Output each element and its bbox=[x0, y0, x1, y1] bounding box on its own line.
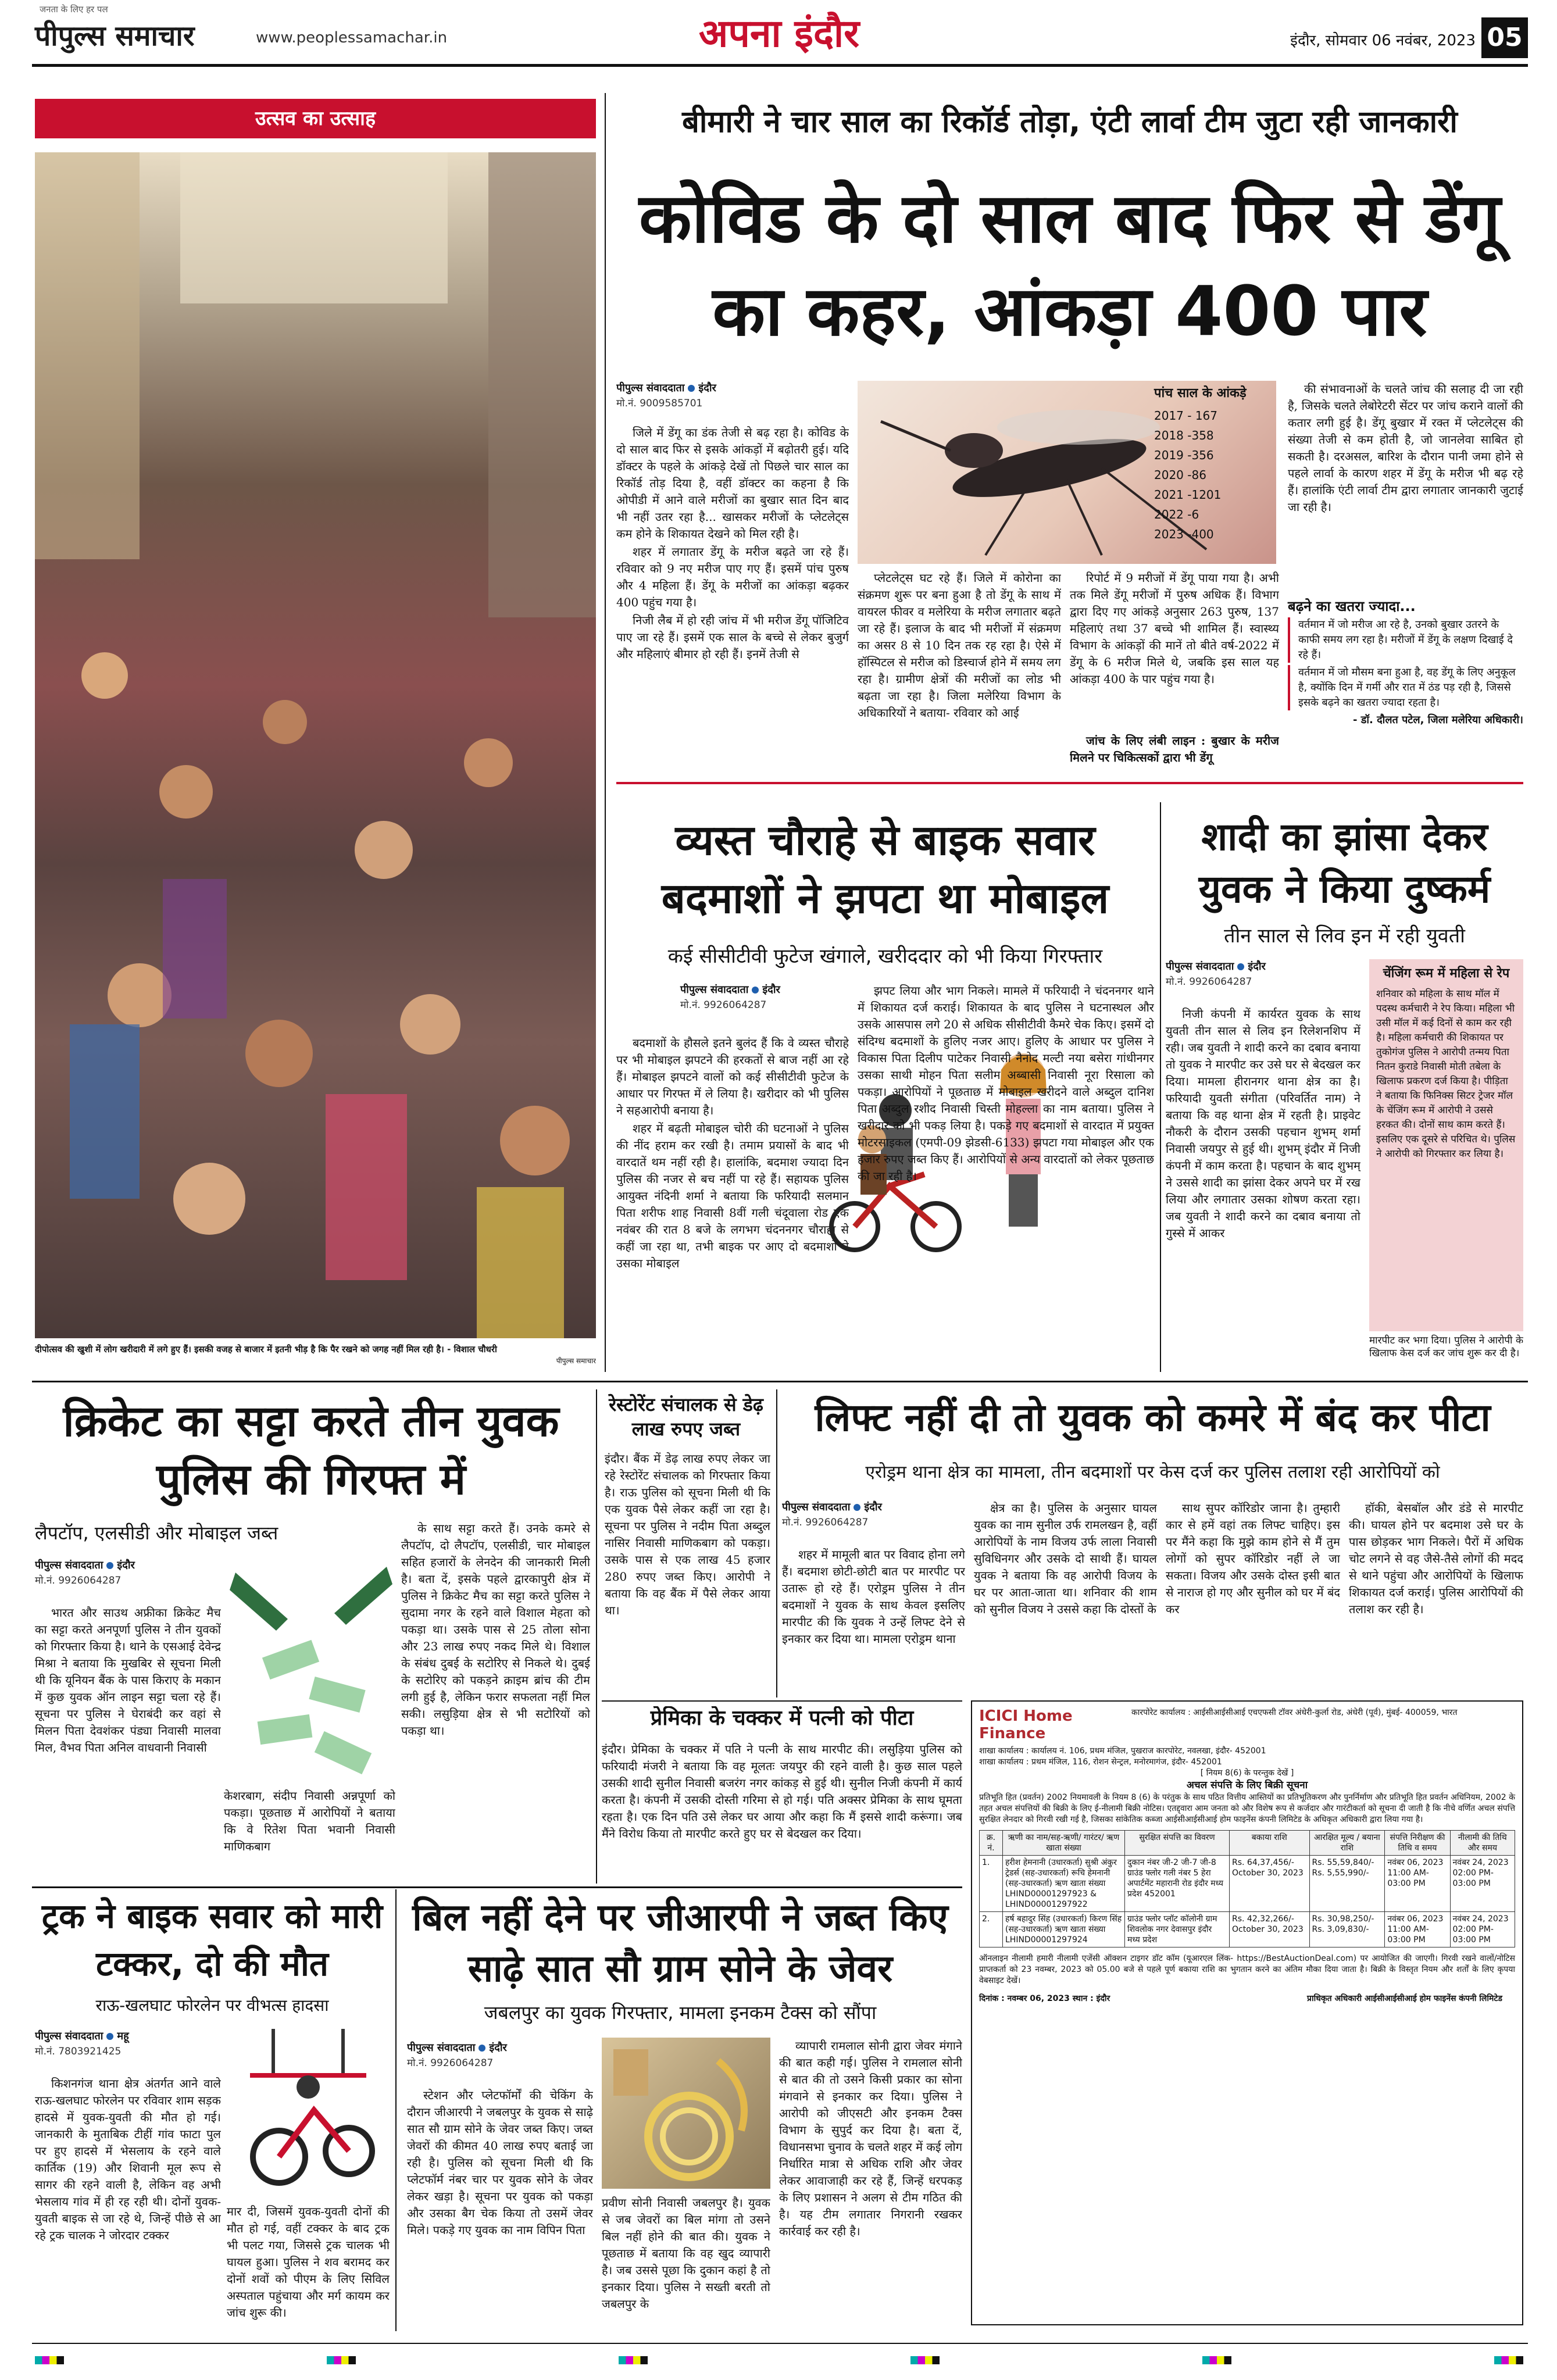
cricket-col1-text: भारत और साउथ अफ्रीका क्रिकेट मैच का सट्टा करते अनपूर्णा पुलिस ने तीन युवकों को गिरफ्तार किया है। थाने के एसआई देवेन्द्र मिश्रा ने बताया कि मुखबिर से सूचना मिली थी कि यूनियन बैंक के पास किराए के मकान में कुछ युवक ऑन लाइन सट्टा चला रहे हैं। सूचना पर पुलिस ने घेराबंदी कर वहां से मिलन पिता देवशंकर पंड्या निवासी मालवा मिल, वैभव पिता अनिल वाधवानी निवासी bbox=[35, 1606, 221, 1754]
truck-col1-text: किशनगंज थाना क्षेत्र अंतर्गत आने वाले राऊ-खलघाट फोरलेन पर रविवार शाम सड़क हादसे में युवक-युवती की मौत हो गई। जानकारी के मुताबिक टीहीं गांव फाटा पुल पर हुए हादसे में भेसलाय के रहने वाले कार्तिक (19) और शिवानी मूल रूप से सागर की रहने वाली है, लेकिन वह अभी भेसलाय गांव में ही रह रही थी। दोनों युवक-युवती बाइक से जा रहे थे, जिन्हें पीछे से आ रहे ट्रक चालक ने जोरदार टक्कर bbox=[35, 2077, 221, 2242]
vertical-divider bbox=[605, 93, 606, 1372]
cricket-col2-text: के साथ सट्टा करते हैं। उनके कमरे से लैपटॉप, दो लैपटॉप, एलसीडी, चार मोबाइल सहित हजारों के लेनदेन की जानकारी मिली है। बता दें, इसके पहले द्वारकापुरी क्षेत्र में पुलिस ने क्रिकेट मैच का सट्टा करते पुलिस ने सुदामा नगर के रहने वाले विशाल मेहता को पकड़ा था। उसके पास से 25 तोला सोना और 23 लाख रुपए नकद मिले थे। विशाल के संबंध दुबई के सटोरिए से निकले थे। दुबई के सटोरिए को पकड़ने क्राइम ब्रांच की टीम लगी हुई है, लेकिन फरार सफलता नहीं मिल सकी। लसुड़िया क्षेत्र से भी सटोरियों को पकड़ा था। bbox=[401, 1521, 590, 1738]
reg-mark-icon bbox=[1202, 2356, 1231, 2364]
reg-mark-icon bbox=[35, 2356, 64, 2364]
risk-box-item-2: वर्तमान में जो मौसम बना हुआ है, वह डेंगू के लिए अनुकूल है, क्योंकि दिन में गर्मी और रात में ठंड पड़ रही है, जिससे इसके बढ़ने का खतरा ज्यादा रहता है। bbox=[1288, 665, 1523, 710]
lift-column-1 bbox=[782, 1546, 965, 1698]
dengue-headline: कोविड के दो साल बाद फिर से डेंगू का कहर, आंकड़ा 400 पार bbox=[639, 178, 1501, 351]
mid-rule bbox=[32, 1381, 1528, 1382]
table-row bbox=[980, 1856, 1515, 1912]
header-outstanding: बकाया राशि bbox=[1230, 1831, 1310, 1856]
jewellery-hands-icon bbox=[602, 2038, 770, 2189]
dengue-bottom-rule bbox=[616, 782, 1523, 784]
marriage-subhead: तीन साल से लिव इन में रही युवती bbox=[1224, 924, 1465, 948]
lover-rule bbox=[602, 1700, 962, 1702]
table-cell: हरीश हेमनानी (उधारकर्ता) सुश्री अंकुर ट्रेडर्स (सह-उधारकर्ता) रूचि हेमनानी (सह-उधारकर्ता) ऋण खाता संख्या LHIND00001297923 & LHIND00001297922 bbox=[1003, 1856, 1125, 1912]
risk-box-quote: - डॉ. दौलत पटेल, जिला मलेरिया अधिकारी। bbox=[1352, 714, 1523, 726]
stats-2017: 2017 - 167 bbox=[1154, 409, 1218, 423]
header-borrower: ऋणी का नाम/सह-ऋणी/ गारंटर/ ऋण खाता संख्या bbox=[1003, 1831, 1125, 1856]
section-title: अपना इंदौर bbox=[698, 11, 860, 56]
dengue-col3-text: रिपोर्ट में 9 मरीजों में डेंगू पाया गया है। अभी तक मिले डेंगू मरीजों में पुरुष अधिक हैं। विभाग द्वारा दिए गए आंकड़े अनुसार 263 पुरुष, 137 महिलाएं तथा 37 बच्चे भी शामिल हैं। स्वास्थ्य विभाग के आंकड़ों की मानें तो बीते वर्ष-2022 में डेंगू के 6 मरीज मिले थे, जबकि इस साल यह आंकड़ा 400 के पार पहुंच गया है। bbox=[1070, 571, 1279, 686]
notice-place-date: दिनांक : नवम्बर 06, 2023 स्थान : इंदौर bbox=[979, 1994, 1110, 2003]
lift-byline bbox=[782, 1500, 974, 1530]
auction-table bbox=[979, 1830, 1515, 1947]
byline-city: इंदौर bbox=[117, 1559, 135, 1571]
accident-icon bbox=[227, 2023, 390, 2197]
notice-branch-1: शाखा कार्यालय : कार्यालय नं. 106, प्रथम मंजिल, पुखराज कारपोरेट, नवलखा, इंदौर- 452001 bbox=[979, 1746, 1266, 1756]
byline-mobile: मो.नं. 9926064287 bbox=[35, 1575, 122, 1586]
gold-column-2 bbox=[602, 2195, 770, 2331]
lift-column-3 bbox=[1166, 1500, 1340, 1698]
lift-col1-text: शहर में मामूली बात पर विवाद होना लगे हैं। बदमाश छोटी-छोटी बात पर मारपीट पर उतारू हो रहे हैं। एरोड्रम पुलिस ने तीन बदमाशों ने युवक के साथ केवल इसलिए मारपीट की कि युवक ने उन्हें लिफ्ट देने से इनकार कर दिया था। मामला एरोड्रम थाना bbox=[782, 1548, 965, 1646]
lover-body: इंदौर। प्रेमिका के चक्कर में पति ने पत्नी के साथ मारपीट की। लसुड़िया पुलिस को फरियादी मंजरी ने बताया कि वह मूलतः जयपुर की रहने वाली है। कुछ साल पहले उसकी शादी सुनील निवासी बजरंग नगर कांकड़ से हुई थी। सुनील निजी कंपनी में कार्य करता है। कंपनी में उसकी दोस्ती गरिमा से हो गई। पति अक्सर प्रेमिका के साथ घूमता रहता है। एक दिन पति उसे लेकर घर आया और कहा कि मैं इससे शादी करूंगा। जब मैंने विरोध किया तो मारपीट करते हुए घर से बेदखल कर दिया। bbox=[602, 1742, 962, 1841]
byline-mobile: मो.नं. 9009585701 bbox=[616, 398, 703, 409]
dengue-byline bbox=[616, 381, 849, 411]
header-auction: नीलामी की तिथि और समय bbox=[1450, 1831, 1515, 1856]
changing-room-box bbox=[1369, 959, 1523, 1331]
resto-headline: रेस्टोरेंट संचालक से डेढ़ लाख रुपए जब्त bbox=[609, 1393, 763, 1440]
money-hands-icon bbox=[224, 1549, 395, 1782]
truck-col2-text: मार दी, जिसमें युवक-युवती दोनों की मौत हो गई, वहीं टक्कर के बाद ट्रक भी पलट गया, जिससे ट्रक चालक भी घायल हुआ। पुलिस ने शव बरामद कर दोनों शवों को पीएम के लिए सिविल अस्पताल पहुंचाया और मर्ग कायम कर जांच शुरू की। bbox=[227, 2204, 390, 2320]
dengue-col1-p1: जिले में डेंगू का डंक तेजी से बढ़ रहा है। कोविड के दो साल बाद फिर से इसके आंकड़ों में बढ़ोतरी हुई। यदि डॉक्टर के पहले के आंकड़े देखें तो पिछले चार साल का रिकॉर्ड तोड़ दिया है, वहीं डॉक्टर का कहना है कि ओपीडी में आने वाले मरीजों का बुखार सात दिन बाद भी नहीं उतर रहा है... खासकर मरीजों के प्लेटलेट्स कम होने के शिकायत देखने को मिल रही है। bbox=[616, 426, 849, 541]
stats-2019: 2019 -356 bbox=[1154, 448, 1214, 462]
byline-city: इंदौर bbox=[489, 2042, 507, 2054]
byline-dot-icon bbox=[752, 987, 759, 994]
byline-mobile: मो.नं. 9926064287 bbox=[1166, 976, 1252, 988]
page-number: 05 bbox=[1481, 17, 1528, 58]
dengue-col4-text: की संभावनाओं के चलते जांच की सलाह दी जा रही है, जिसके चलते लेबोरेटरी सेंटर पर जांच कराने वालों की कतार लगी हुई है। डेंगू बुखार में रक्त में प्लेटलेट्स की संख्या तेजी से कम होती है, जो जानलेवा साबित हो सकती है। दरअसल, बारिश के दौरान पानी जमा होने से पहले लार्वा के कारण शहर में डेंगू के मरीज भी बढ़ रहे हैं। हालांकि एंटी लार्वा टीम द्वारा लगातार जानकारी जुटाई जा रही है। bbox=[1288, 382, 1523, 514]
byline-city: इंदौर bbox=[762, 984, 780, 996]
byline-dot-icon bbox=[854, 1504, 860, 1511]
byline-dot-icon bbox=[106, 1562, 113, 1569]
cricket-column-1b bbox=[224, 1788, 395, 1881]
bike-subhead: कई सीसीटीवी फुटेज खंगाले, खरीददार को भी किया गिरफ्तार bbox=[667, 945, 1103, 968]
header-rule bbox=[32, 64, 1528, 67]
reg-mark-icon bbox=[910, 2356, 940, 2364]
changing-room-text: शनिवार को महिला के साथ मॉल में पदस्थ कर्मचारी ने रेप किया। महिला भी उसी मॉल में कई दिनों से काम कर रही है। महिला कर्मचारी की शिकायत पर तुकोगंज पुलिस ने आरोपी तन्मय पिता नितन कुराडे निवासी मोती तबेला के खिलाफ प्रकरण दर्ज किया है। पीड़िता ने बताया कि फिनिक्स सिटर ट्रेजर मॉल के चेंजिंग रूम में आरोपी ने उससे हरकत की। दोनों साथ काम करते हैं। इसलिए एक दूसरे से परिचित थे। पुलिस ने आरोपी को गिरफ्तार कर लिया है। bbox=[1376, 988, 1516, 1160]
risk-box-item-1: वर्तमान में जो मरीज आ रहे है, उनको बुखार उतरने के काफी समय लग रहा है। मरीजों में डेंगू के लक्षण दिखाई दे रहे हैं। bbox=[1288, 617, 1523, 663]
notice-signoff bbox=[979, 1993, 1515, 2004]
byline-author: पीपुल्स संवाददाता bbox=[35, 1559, 103, 1571]
truck-subhead: राऊ-खलघाट फोरलेन पर वीभत्स हादसा bbox=[95, 1996, 329, 2015]
cricket-col1b-text: केशरबाग, संदीप निवासी अन्नपूर्णा को पकड़ा। पूछताछ में आरोपियों ने बताया कि वे रितेश पिता भवानी निवासी माणिकबाग bbox=[224, 1789, 395, 1853]
logo[interactable]: पीपुल्स समाचार bbox=[35, 20, 195, 52]
byline-author: पीपुल्स संवाददाता bbox=[782, 1501, 851, 1513]
gold-col3-text: व्यापारी रामलाल सोनी द्वारा जेवर मंगाने की बात कही गई। पुलिस ने रामलाल सोनी से बात की तो उसने किसी प्रकार का सोना मंगवाने से इनकार कर दिया। पुलिस ने आरोपी को जीएसटी और इनकम टैक्स विभाग के सुपुर्द कर दिया है। बता दें, विधानसभा चुनाव के चलते शहर में कई लोग निर्धारित मात्रा से अधिक राशि और जेवर लेकर आवाजाही कर रहे हैं, जिन्हें धरपकड़ के लिए प्रशासन ने अलग से टीम गठित की है। यह टीम लगातार निगरानी रखकर कार्रवाई कर रही है। bbox=[779, 2039, 962, 2238]
festival-caption: दीपोत्सव की खुशी में लोग खरीदारी में लगे हुए हैं। इसकी वजह से बाजार में इतनी भीड़ है कि पैर रखने को जगह नहीं मिल रही है। - विशाल चौधरी bbox=[35, 1344, 497, 1355]
header-reserve: आरक्षित मूल्य / बयाना राशि bbox=[1309, 1831, 1385, 1856]
table-cell: नवंबर 24, 2023 02:00 PM- 03:00 PM bbox=[1450, 1856, 1515, 1912]
stats-2021: 2021 -1201 bbox=[1154, 488, 1222, 502]
byline-mobile: मो.नं. 9926064287 bbox=[407, 2057, 494, 2069]
table-cell: 2. bbox=[980, 1912, 1003, 1947]
notice-officer: प्राधिकृत अधिकारी आईसीआईसीआई होम फाइनेंस कंपनी लिमिटेड bbox=[1307, 1994, 1502, 2003]
cricket-headline: क्रिकेट का सट्टा करते तीन युवक पुलिस की गिरफ्त में bbox=[63, 1396, 559, 1505]
byline-author: पीपुल्स संवाददाता bbox=[407, 2042, 476, 2054]
byline-author: पीपुल्स संवाददाता bbox=[616, 382, 685, 394]
gold-subhead: जबलपुर का युवक गिरफ्तार, मामला इनकम टैक्स को सौंपा bbox=[484, 2002, 877, 2024]
table-cell: 1. bbox=[980, 1856, 1003, 1912]
dengue-kicker: बीमारी ने चार साल का रिकॉर्ड तोड़ा, एंटी लार्वा टीम जुटा रही जानकारी bbox=[682, 105, 1458, 140]
registration-strip bbox=[35, 2353, 1523, 2367]
lift-col3-text: साथ सुपर कॉरिडोर जाना है। तुम्हारी कार से हमें वहां तक लिफ्ट चाहिए। इस पर मैंने कहा कि मुझे काम होने से मैं तुम लोगों को सुपर कॉरिडोर नहीं ले जा सकता। विजय और उसके दोस्त इसी बात से नाराज हो गए और सुनील को घर में बंद कर bbox=[1166, 1501, 1340, 1616]
bike-col2-text: झपट लिया और भाग निकले। मामले में फरियादी ने चंदननगर थाने में शिकायत दर्ज कराई। शिकायत के बाद पुलिस ने घटनास्थल और उसके आसपास लगे 20 से अधिक सीसीटीवी कैमरे चेक किए। इसमें दो संदिग्ध बदमाशों के हुलिए नजर आए। हुलिए के आधार पर पुलिस ने विकास पिता दिलीप पाटेकर निवासी नैनोद मल्टी नया बसेरा गांधीनगर उसका साथी मोहन पिता सलीम अब्बासी निवासी नूरा रिसाला को पकड़ा। आरोपियों ने पूछताछ में मोबाइल खरीदने वाले अब्दुल दानिश पिता अब्दुल रशीद निवासी चिस्ती मोहल्ला का नाम बताया। पुलिस ने खरीदार को भी पकड़ लिया है। पकड़े गए बदमाशों से वारदात में प्रयुक्त मोटरसाइकल (एमपी-09 झेडसी-6133) झपटा गया मोबाइल और एक हजार रुपए जब्त किए हैं। आरोपियों से अन्य वारदातों को लेकर पूछताछ की जा रही है। bbox=[858, 984, 1154, 1183]
marriage-col1-text: निजी कंपनी में कार्यरत युवक के साथ युवती तीन साल से लिव इन रिलेशनशिप में रही। जब युवती ने शादी करने का दबाव बनाया तो युवक ने मारपीट कर उसे घर से बेदखल कर दिया। मामला हीरानगर थाना क्षेत्र का है। फरियादी युवती संगीता (परिवर्तित नाम) ने बताया कि वह थाना क्षेत्र में रहती है। प्राइवेट नौकरी के दौरान उसकी पहचान शुभम् शर्मा निवासी जयपुर से हुई थी। शुभम् इंदौर में निजी कंपनी में काम करता है। पहचान के बाद शुभम् ने उससे शादी का झांसा देकर अपने घर में रख लिया और लगातार उसका शोषण करता रहा। जब युवती ने शादी करने का दबाव बनाया तो गुस्से में आकर bbox=[1166, 1007, 1360, 1240]
byline-city: महू bbox=[117, 2030, 129, 2042]
notice-footer: ऑनलाइन नीलामी हमारी नीलामी एजेंसी ऑक्शन टाइगर डॉट कॉम (यूआरएल लिंक- https://BestAuctionDeal.com) पर आयोजित की जाएगी। गिरवी रखने वालों/नोटिस प्राप्तकर्ता को 23 नवम्बर, 2023 को 05.00 बजे से पहले पूर्ण बकाया राशि का भुगतान करने का अंतिम मौका दिया जाता है। बिक्री के विस्तृत नियम और शर्तों के लिए कृपया वेबसाइट देखें। bbox=[979, 1954, 1515, 1985]
table-cell: ग्राउंड फ्लोर प्लॉट कॉलोनी ग्राम शिवलोक नगर देवासपुर इंदौर मध्य प्रदेश bbox=[1125, 1912, 1230, 1947]
bike-headline: व्यस्त चौराहे से बाइक सवार बदमाशों ने झपटा था मोबाइल bbox=[661, 816, 1109, 923]
gold-byline bbox=[407, 2040, 599, 2071]
site-url[interactable]: www.peoplessamachar.in bbox=[256, 29, 448, 47]
byline-mobile: मो.नं. 9926064287 bbox=[680, 999, 767, 1011]
header-property: सुरक्षित संपत्ति का विवरण bbox=[1125, 1831, 1230, 1856]
gold-headline: बिल नहीं देने पर जीआरपी ने जब्त किए साढ़े सात सौ ग्राम सोने के जेवर bbox=[412, 1896, 948, 1991]
reg-mark-icon bbox=[1494, 2356, 1523, 2364]
byline-dot-icon bbox=[1237, 963, 1244, 970]
lift-headline: लिफ्ट नहीं दी तो युवक को कमरे में बंद कर पीटा bbox=[815, 1395, 1491, 1440]
marriage-divider bbox=[1160, 802, 1161, 1372]
stats-2018: 2018 -358 bbox=[1154, 428, 1214, 442]
notice-title: अचल संपत्ति के लिए बिक्री सूचना bbox=[1186, 1779, 1308, 1791]
icici-logo: ICICI Home Finance bbox=[979, 1707, 1073, 1742]
table-cell: हर्ष बहादुर सिंह (उधारकर्ता) किरण सिंह (सह-उधारकर्ता) ऋण खाता संख्या LHIND00001297924 bbox=[1003, 1912, 1125, 1947]
marriage-tail-text: मारपीट कर भगा दिया। पुलिस ने आरोपी के खिलाफ केस दर्ज कर जांच शुरू कर दी है। bbox=[1369, 1335, 1523, 1359]
lift-col4-text: हॉकी, बेसबॉल और डंडे से मारपीट की। घायल होने पर बदमाश उसे घर के पास छोड़कर भाग निकले। पैरों में अधिक चोट लगने से वह जैसे-तैसे लोगों की मदद से थाने पहुंचा और आरोपियों के खिलाफ शिकायत दर्ज कराई। पुलिस आरोपियों की तलाश कर रही है। bbox=[1349, 1501, 1523, 1616]
table-cell: नवंबर 06, 2023 11:00 AM- 03:00 PM bbox=[1385, 1912, 1450, 1947]
dengue-column-3-note bbox=[1070, 732, 1279, 773]
bottom-rule bbox=[32, 2343, 1528, 2344]
dengue-col3-note: जांच के लिए लंबी लाइन : बुखार के मरीज मिलने पर चिकित्सकों द्वारा भी डेंगू bbox=[1070, 734, 1279, 764]
notice-head bbox=[979, 1707, 1515, 1742]
gold-column-3 bbox=[779, 2038, 962, 2331]
accident-illustration bbox=[227, 2023, 390, 2197]
byline-city: इंदौर bbox=[864, 1501, 882, 1513]
resto-body: इंदौर। बैंक में डेढ़ लाख रुपए लेकर जा रहे रेस्टोरेंट संचालक को गिरफ्तार किया है। राऊ पुलिस को सूचना मिली थी कि एक युवक पैसे लेकर कहीं जा रहा है। सूचना पर पुलिस ने नदीम पिता अब्दुल नासिर निवासी माणिकबाग को पकड़ा। उसके पास से एक लाख 45 हजार 280 रुपए जब्त किए। आरोपी ने बताया कि वह बैंक में पैसे लेकर आया था। bbox=[605, 1452, 770, 1617]
truck-column-1 bbox=[35, 2075, 221, 2331]
dengue-col1-p2: शहर में लगातार डेंगू के मरीज बढ़ते जा रहे हैं। रविवार को 9 नए मरीज पाए गए हैं। इसमें पांच पुरुष और 4 महिला हैं। डेंगू के मरीजों का आंकड़ा बढ़कर 400 पहुंच गया है। bbox=[616, 545, 849, 609]
byline-mobile: मो.नं. 7803921425 bbox=[35, 2046, 122, 2057]
dengue-column-1 bbox=[616, 424, 849, 773]
lift-column-2 bbox=[974, 1500, 1157, 1698]
byline-author: पीपुल्स संवाददाता bbox=[1166, 960, 1234, 973]
truck-headline: ट्रक ने बाइक सवार को मारी टक्कर, दो की मौत bbox=[41, 1896, 383, 1984]
gold-col1-text: स्टेशन और प्लेटफॉर्मों की चेकिंग के दौरान जीआरपी ने जबलपुर के युवक से साढ़े सात सौ ग्राम सोने के जेवर जब्त किए। जब्त जेवरों की कीमत 40 लाख रुपए बताई जा रही है। पुलिस को सूचना मिली थी कि प्लेटफॉर्म नंबर चार पर युवक सोने के जेवर लेकर खड़ा है। सूचना पर युवक को पकड़ा और उसका बैग चेक किया तो उसमें जेवर मिले। पकड़े गए युवक का नाम विपिन पिता bbox=[407, 2088, 593, 2237]
dengue-col1-p3: निजी लैब में हो रही जांच में भी मरीज डेंगू पॉजिटिव पाए जा रहे हैं। इसमें एक साल के बच्चे से लेकर बुजुर्ग और महिलाएं बीमार हो रही हैं। इनमें तेजी से bbox=[616, 613, 849, 661]
changing-room-title: चेंजिंग रूम में महिला से रेप bbox=[1383, 966, 1510, 981]
bike-col1-p2: शहर में बढ़ती मोबाइल चोरी की घटनाओं ने पुलिस की नींद हराम कर रखी है। तमाम प्रयासों के बाद भी वारदातें थम नहीं रही है। हालांकि, बदमाश ज्यादा दिन पुलिस की नजर से बच नहीं पा रहे हैं। सहायक पुलिस आयुक्त नंदिनी शर्मा ने बताया कि फरियादी सलमान पिता शरीफ शाह निवासी 8वीं गली चंदूवाला रोड एक नवंबर की रात 8 बजे के लगभग चंदननगर चौराहा से कहीं जा रहा था, तभी बाइक पर आए दो बदमाशों ने उसका मोबाइल bbox=[616, 1121, 849, 1270]
festival-credit: पीपुल्स समाचार bbox=[556, 1357, 596, 1365]
icici-notice bbox=[971, 1700, 1523, 2325]
dengue-risk-box bbox=[1288, 599, 1523, 773]
notice-branch-2: शाखा कार्यालय : प्रथम मंजिल, 116, रोशन सेन्ट्रल, मनोरमागंज, इंदौर- 452001 bbox=[979, 1757, 1222, 1767]
marriage-headline: शादी का झांसा देकर युवक ने किया दुष्कर्म bbox=[1198, 814, 1491, 912]
table-cell: दुकान नंबर जी-2 जी-7 जी-8 ग्राउंड फ्लोर गली नंबर 5 हेरा अपार्टमेंट महारानी रोड इंदौर मध्य प्रदेश 452001 bbox=[1125, 1856, 1230, 1912]
notice-intro: प्रतिभूति हित (प्रवर्तन) 2002 नियमावली के नियम 8 (6) के परंतुक के साथ पठित वित्तीय आस्तियों का प्रतिभूतिकरण और पुनर्निर्माण और प्रतिभूति हित प्रवर्तन अधिनियम, 2002 के तहत अचल संपत्तियों की बिक्री के लिए ई-नीलामी बिक्री नोटिस। एतद्द्वारा आम जनता को और विशेष रूप से कर्जदार और गारंटीकर्ता को सूचना दी जाती है कि नीचे वर्णित अचल संपत्ति सुरक्षित लेनदार को गिरवी रखी गई है, जिसका सांकेतिक कब्जा आईसीआईसीआई होम फाइनेंस कंपनी लिमिटेड के अधिकृत अधिकारी द्वारा लिया गया है। bbox=[979, 1793, 1515, 1824]
masthead bbox=[0, 0, 1557, 64]
byline-dot-icon bbox=[106, 2033, 113, 2040]
festival-banner: उत्सव का उत्साह bbox=[35, 99, 596, 138]
cricket-byline bbox=[35, 1558, 256, 1588]
issue-date: इंदौर, सोमवार 06 नवंबर, 2023 bbox=[1290, 32, 1476, 49]
dengue-column-2 bbox=[858, 570, 1061, 770]
reg-mark-icon bbox=[327, 2356, 356, 2364]
cricket-subhead: लैपटॉप, एलसीडी और मोबाइल जब्त bbox=[35, 1522, 278, 1544]
dengue-col2-text: प्लेटलेट्स घट रहे हैं। जिले में कोरोना का संक्रमण शुरू पर बना हुआ है तो डेंगू के साथ में वायरल फीवर व मलेरिया के मरीज लगातार बढ़ते जा रहे हैं। इलाज के बाद भी मरीजों में संक्रमण का असर 8 से 10 दिन तक रह रहा है। ऐसे में हॉस्पिटल से मरीज को डिस्चार्ज होने में समय लग रहा है। ग्रामीण क्षेत्रों की मरीजों का लोड भी बढ़ता जा रहा है। जिला मलेरिया विभाग के अधिकारियों ने बताया- रविवार को आई bbox=[858, 571, 1061, 720]
header-sr: क्र. नं. bbox=[980, 1831, 1003, 1856]
table-cell: नवंबर 06, 2023 11:00 AM- 03:00 PM bbox=[1385, 1856, 1450, 1912]
marriage-column-1 bbox=[1166, 1006, 1360, 1372]
dengue-column-4 bbox=[1288, 381, 1523, 596]
byline-author: पीपुल्स संवाददाता bbox=[680, 984, 749, 996]
byline-dot-icon bbox=[688, 385, 695, 392]
gold-jewellery-photo bbox=[602, 2038, 770, 2189]
notice-rule-ref: [ नियम 8(6) के परन्तुक देखें ] bbox=[1200, 1768, 1294, 1778]
lover-text bbox=[602, 1741, 962, 1881]
reg-mark-icon bbox=[619, 2356, 648, 2364]
table-cell: Rs. 42,32,266/- October 30, 2023 bbox=[1230, 1912, 1310, 1947]
table-cell: Rs. 30,98,250/- Rs. 3,09,830/- bbox=[1309, 1912, 1385, 1947]
cricket-divider bbox=[596, 1389, 597, 1884]
gold-col2-text: प्रवीण सोनी निवासी जबलपुर है। युवक से जब जेवरों का बिल मांगा तो उसने बिल नहीं होने की बात की। युवक ने पूछताछ में बताया कि वह खुद व्यापारी है। जब उससे पूछा कि दुकान कहां है तो इनकार दिया। पुलिस ने सख्ती बरती तो जबलपुर के bbox=[602, 2196, 770, 2311]
logo-tagline: जनता के लिए हर पल bbox=[40, 4, 108, 15]
auction-table-header bbox=[980, 1831, 1515, 1856]
table-row bbox=[980, 1912, 1515, 1947]
crowd-market-photo bbox=[35, 152, 596, 1338]
lover-headline: प्रेमिका के चक्कर में पत्नी को पीटा bbox=[650, 1706, 914, 1730]
lower-rule bbox=[32, 1886, 962, 1888]
resto-text bbox=[605, 1450, 770, 1695]
byline-author: पीपुल्स संवाददाता bbox=[35, 2030, 103, 2042]
dengue-stats-box bbox=[1154, 384, 1279, 558]
byline-mobile: मो.नं. 9926064287 bbox=[782, 1517, 869, 1528]
cricket-column-1 bbox=[35, 1604, 221, 1878]
bike-byline bbox=[616, 982, 849, 1013]
resto-divider bbox=[776, 1389, 777, 1698]
cricket-column-2 bbox=[401, 1520, 590, 1881]
dengue-column-3 bbox=[1070, 570, 1279, 727]
crowd-photo-illustration bbox=[35, 152, 596, 1338]
header-inspection: संपत्ति निरीक्षण की तिथि व समय bbox=[1385, 1831, 1450, 1856]
bike-col1-p1: बदमाशों के हौसले इतने बुलंद हैं कि वे व्यस्त चौराहे पर भी मोबाइल झपटने की हरकतों से बाज नहीं आ रहे हैं। मोबाइल झपटने वालों को कई सीसीटीवी फुटेज के आधार पर गिरफ्त में ले लिया है। खरीदार को भी पुलिस ने सहआरोपी बनाया है। bbox=[616, 1036, 849, 1117]
stats-2022: 2022 -6 bbox=[1154, 508, 1199, 521]
byline-city: इंदौर bbox=[698, 382, 716, 394]
byline-city: इंदौर bbox=[1248, 960, 1266, 973]
truck-byline bbox=[35, 2029, 221, 2059]
truck-column-2 bbox=[227, 2203, 390, 2331]
table-cell: नवंबर 24, 2023 02:00 PM- 03:00 PM bbox=[1450, 1912, 1515, 1947]
marriage-byline bbox=[1166, 959, 1387, 989]
table-cell: Rs. 64,37,456/- October 30, 2023 bbox=[1230, 1856, 1310, 1912]
gold-column-1 bbox=[407, 2087, 593, 2331]
table-cell: Rs. 55,59,840/- Rs. 5,55,990/- bbox=[1309, 1856, 1385, 1912]
lift-col2-text: क्षेत्र का है। पुलिस के अनुसार घायल युवक का नाम सुनील उर्फ रामलखन है, वहीं आरोपियों के नाम विजय उर्फ लाला निवासी सुविधिनगर और उसके दो साथी हैं। घायल युवक ने बताया कि वह आरोपी विजय के घर पर आता-जाता था। शनिवार की शाम को सुनील विजय ने उससे कहा कि दोस्तों के bbox=[974, 1501, 1157, 1616]
marriage-tail bbox=[1369, 1334, 1523, 1372]
stats-2020: 2020 -86 bbox=[1154, 468, 1206, 482]
risk-box-title: बढ़ने का खतरा ज्यादा... bbox=[1288, 598, 1416, 614]
lift-column-4 bbox=[1349, 1500, 1523, 1698]
truck-divider bbox=[395, 1889, 397, 2331]
byline-dot-icon bbox=[478, 2045, 485, 2052]
stats-2023: 2023 -400 bbox=[1154, 527, 1214, 541]
bike-column-2 bbox=[858, 982, 1154, 1372]
notice-corporate-office: कारपोरेट कार्यालय : आईसीआईसीआई एचएफसी टॉवर अंधेरी-कुर्ला रोड, अंधेरी (पूर्व), मुंबई- 400059, भारत bbox=[1131, 1708, 1458, 1717]
stats-title: पांच साल के आंकड़े bbox=[1154, 386, 1247, 401]
betting-illustration bbox=[224, 1549, 395, 1782]
lift-subhead: एरोड्रम थाना क्षेत्र का मामला, तीन बदमाशों पर केस दर्ज कर पुलिस तलाश रही आरोपियों को bbox=[865, 1462, 1440, 1482]
